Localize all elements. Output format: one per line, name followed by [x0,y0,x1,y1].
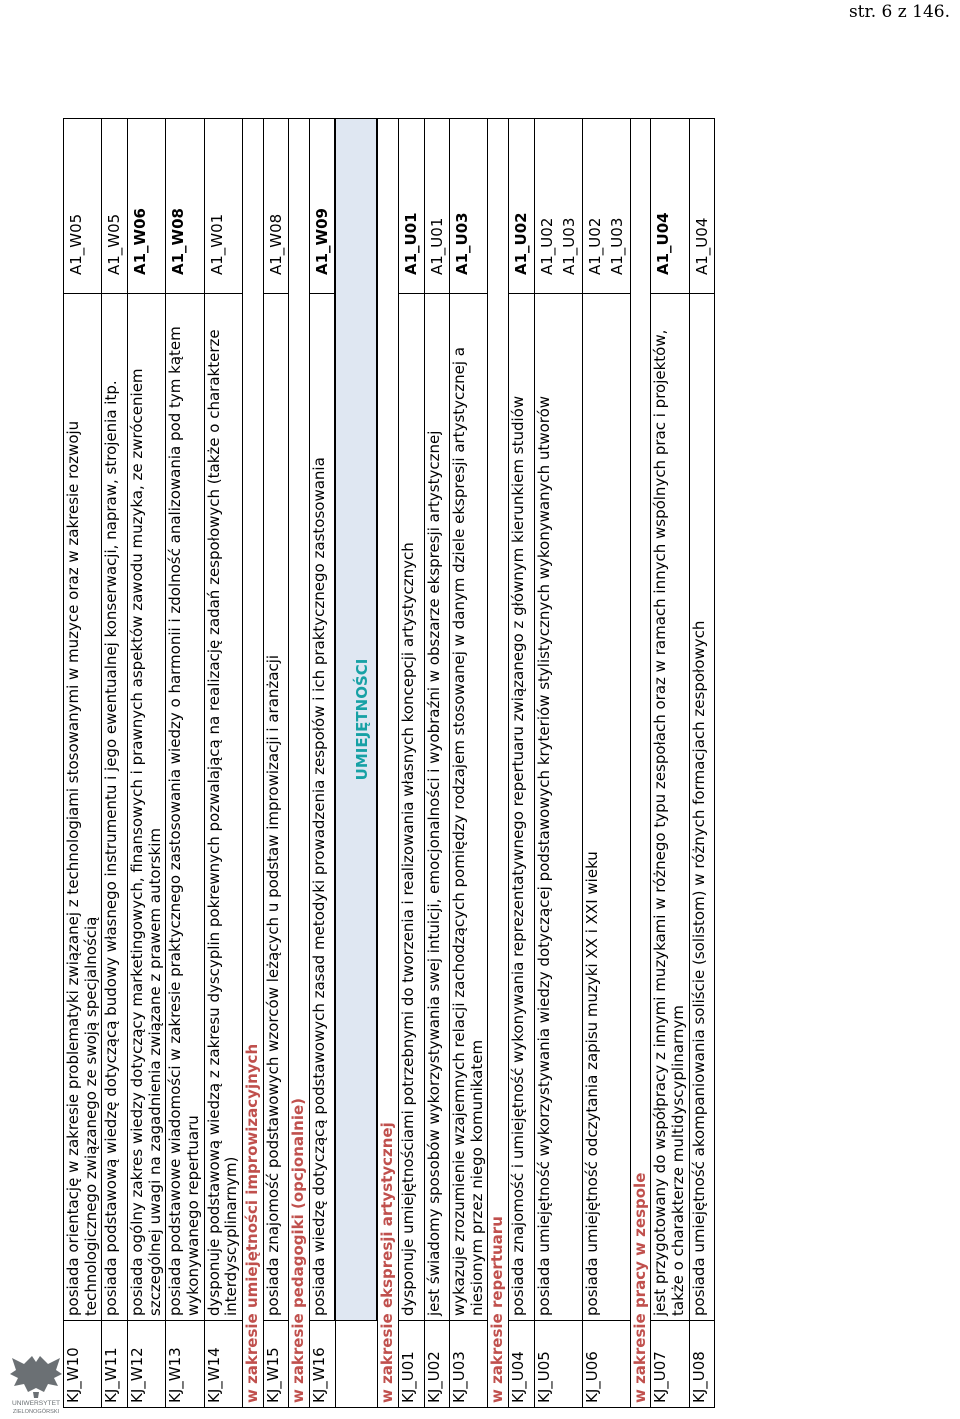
outcome-code: KJ_U03 [450,1321,488,1408]
area-reference-code: A1_W09 [312,208,331,275]
outcome-code: KJ_U08 [689,1321,715,1408]
area-reference-code: A1_U02 [585,217,604,275]
outcome-code: KJ_W15 [263,1321,289,1408]
outcome-description: posiada umiejętność akompaniowania soliście (solistom) w różnych formacjach zespołowych [689,294,715,1321]
outcome-code: KJ_W10 [64,1321,102,1408]
university-logo [4,1352,68,1416]
outcome-code: KJ_U02 [424,1321,450,1408]
table-row [399,119,425,1408]
area-reference-code: A1_U01 [402,212,421,275]
area-reference-code: A1_U02 [537,217,556,275]
area-reference-code: A1_U04 [692,217,711,275]
category-heading: w zakresie ekspresji artystycznej [377,119,398,1408]
outcome-description: wykazuje zrozumienie wzajemnych relacji zachodzących pomiędzy rodzajem stosowanej w danym dziele ekspresji artystycznej a niesionym przez niego komunikatem [450,294,488,1321]
table-row [509,119,535,1408]
table-row [450,119,488,1408]
outcome-description: posiada orientację w zakresie problematyki związanej z technologiami stosowanymi w muzyce oraz w zakresie rozwoju technologicznego związanego ze swoją specjalnością [64,294,102,1321]
svg-text:UNIWERSYTET: UNIWERSYTET [12,1400,60,1407]
area-reference-code: A1_U03 [608,217,627,275]
category-heading: w zakresie pedagogiki (opcjonalnie) [289,119,310,1408]
area-reference-code: A1_W01 [207,213,226,275]
section-row [335,119,377,1408]
outcome-description: dysponuje umiejętnościami potrzebnymi do tworzenia i realizowania własnych koncepcji artystycznych [399,294,425,1321]
table-row [102,119,128,1408]
table-row [127,119,165,1408]
area-reference-code: A1_W05 [67,213,85,275]
outcome-description: posiada ogólny zakres wiedzy dotyczący marketingowych, finansowych i prawnych aspektów zawodu muzyka, ze zwróceniem szczególnej uwagi na zagadnienia związane z prawem autorskim [127,294,165,1321]
table-row [204,119,242,1408]
area-reference [102,119,128,294]
outcome-code: KJ_U06 [582,1321,630,1408]
outcome-code: KJ_W13 [166,1321,204,1408]
area-reference [450,119,488,294]
category-heading: w zakresie repertuaru [488,119,509,1408]
area-reference-code: A1_W08 [266,213,285,275]
area-reference [582,119,630,294]
table-row [689,119,715,1408]
area-reference [534,119,582,294]
category-heading: w zakresie pracy w zespole [630,119,651,1408]
area-reference [263,119,289,294]
svg-text:ZIELONOGÓRSKI: ZIELONOGÓRSKI [12,1409,60,1415]
category-row [630,119,651,1408]
outcome-description: posiada umiejętność odczytania zapisu muzyki XX i XXI wieku [582,294,630,1321]
category-row [243,119,264,1408]
area-reference [204,119,242,294]
outcome-description: posiada znajomość i umiejętność wykonywania reprezentatywnego repertuaru związanego z głównym kierunkiem studiów [509,294,535,1321]
area-reference-code: A1_W08 [169,208,188,275]
outcome-description: posiada podstawowe wiadomości w zakresie praktycznego zastosowania wiedzy o harmonii i zdolność analizowania pod tym kątem wykonywanego repertuaru [166,294,204,1321]
area-reference [166,119,204,294]
outcome-code: KJ_U01 [399,1321,425,1408]
rotated-page [63,118,823,1408]
table-row [263,119,289,1408]
outcome-description: posiada umiejętność wykorzystywania wiedzy dotyczącej podstawowych kryteriów stylistycznych wykonywanych utworów [534,294,582,1321]
area-reference-code: A1_U02 [512,212,531,275]
category-row [488,119,509,1408]
category-heading: w zakresie umiejętności improwizacyjnych [243,119,264,1408]
category-row [289,119,310,1408]
area-reference [424,119,450,294]
area-reference [64,119,102,294]
area-reference [689,119,715,294]
table-row [309,119,335,1408]
area-reference-code: A1_U03 [453,212,472,275]
outcome-code: KJ_W12 [127,1321,165,1408]
area-reference-code: A1_U04 [654,212,673,275]
outcome-description: posiada wiedzę dotyczącą podstawowych zasad metodyki prowadzenia zespołów i ich praktycznego zastosowania [309,294,335,1321]
area-reference [309,119,335,294]
area-reference [509,119,535,294]
section-heading: UMIEJĘTNOŚCI [335,119,377,1321]
area-reference [127,119,165,294]
table-row [534,119,582,1408]
outcome-code: KJ_W16 [309,1321,335,1408]
outcome-description: posiada znajomość podstawowych wzorców leżących u podstaw improwizacji i aranżacji [263,294,289,1321]
table-row [64,119,102,1408]
outcome-code: KJ_W14 [204,1321,242,1408]
area-reference-code: A1_U01 [427,217,446,275]
area-reference-code: A1_W06 [130,208,149,275]
outcome-description: posiada podstawową wiedzę dotyczącą budowy własnego instrumentu i jego ewentualnej konserwacji, napraw, strojenia itp. [102,294,128,1321]
outcome-code: KJ_U07 [651,1321,689,1408]
page-number: str. 6 z 146. [848,2,950,22]
outcome-code: KJ_U04 [509,1321,535,1408]
outcome-code: KJ_W11 [102,1321,128,1408]
eagle-emblem-icon [10,1356,62,1398]
table-row [582,119,630,1408]
area-reference-code: A1_U03 [560,217,579,275]
outcome-code: KJ_U05 [534,1321,582,1408]
area-reference-code: A1_W05 [105,213,124,275]
category-row [377,119,398,1408]
table-row [651,119,689,1408]
outcome-description: jest świadomy sposobów wykorzystywania swej intuicji, emocjonalności i wyobraźni w obszarze ekspresji artystycznej [424,294,450,1321]
area-reference [651,119,689,294]
table-row [166,119,204,1408]
learning-outcomes-table [63,118,715,1408]
section-spacer [335,1321,377,1408]
outcome-description: dysponuje podstawową wiedzą z zakresu dyscyplin pokrewnych pozwalającą na realizację zadań zespołowych (także o charakterze interdyscyplinarnym) [204,294,242,1321]
area-reference [399,119,425,294]
table-row [424,119,450,1408]
outcome-description: jest przygotowany do współpracy z innymi muzykami w różnego typu zespołach oraz w ramach innych wspólnych prac i projektów, także o charakterze multidyscyplinarnym [651,294,689,1321]
